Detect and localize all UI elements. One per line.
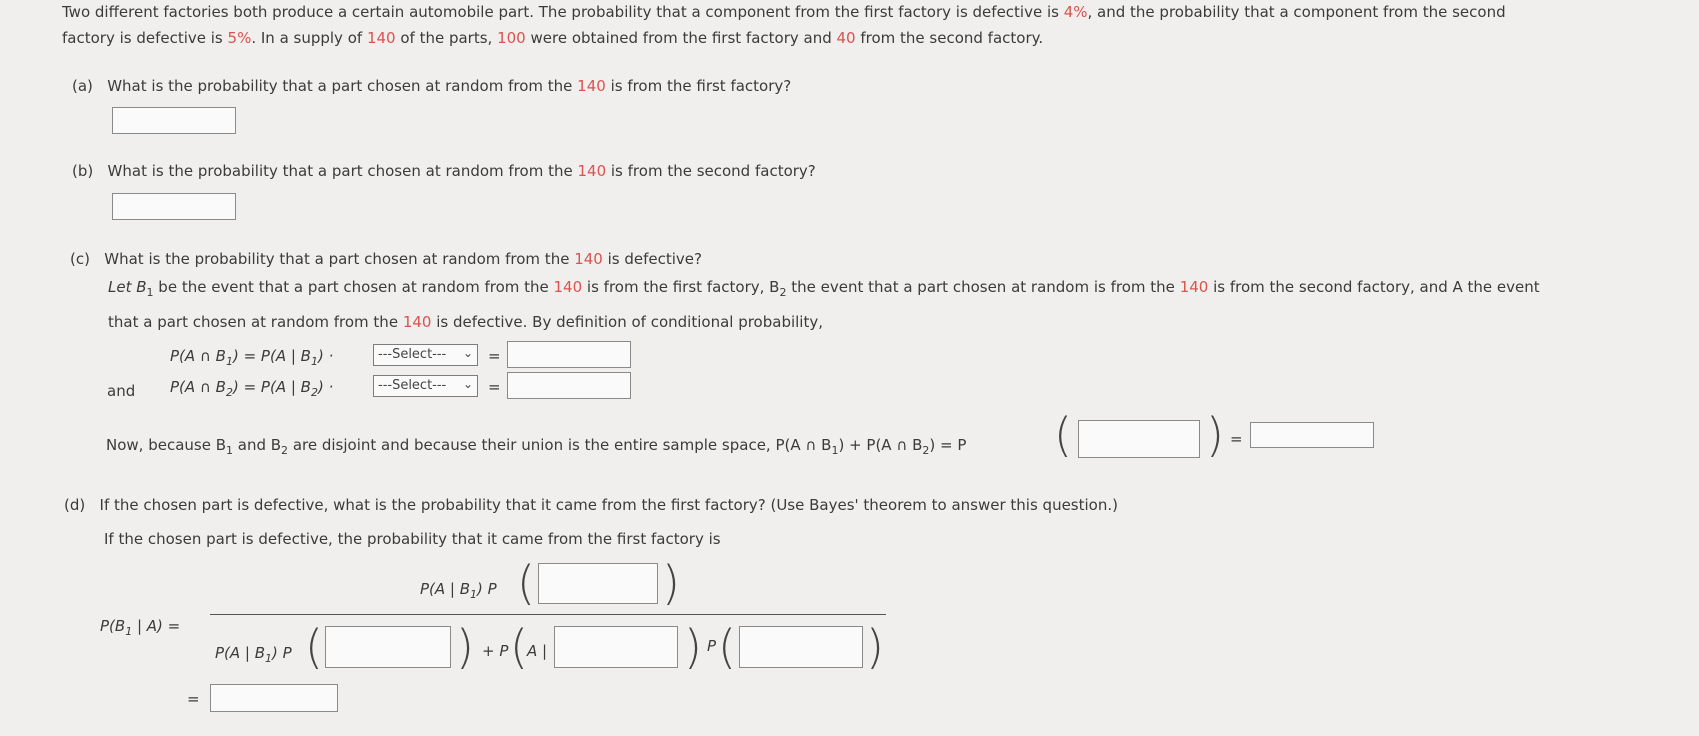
subscript: 2 — [225, 386, 233, 399]
text: ) = P(A | B — [232, 347, 311, 365]
value: 140 — [574, 250, 603, 268]
text: is from the second factory? — [606, 162, 816, 180]
c-eq1-expression — [170, 347, 333, 368]
left-paren: ( — [510, 620, 528, 674]
text: factory is defective is — [62, 29, 228, 47]
d-denominator-text — [215, 644, 292, 665]
value: 100 — [497, 29, 526, 47]
part-label: (c) — [70, 250, 90, 268]
equals-sign: = — [1230, 430, 1243, 448]
subscript: 2 — [922, 444, 930, 457]
value: 140 — [1179, 278, 1209, 296]
d-denominator-input-3[interactable] — [739, 626, 863, 668]
left-paren: ( — [305, 620, 323, 674]
text: ) P — [477, 580, 497, 598]
value: 140 — [577, 77, 606, 95]
d-lhs — [100, 617, 180, 638]
text: is from the second factory, and A the event — [1208, 278, 1540, 296]
subscript: 1 — [226, 444, 233, 457]
text: is defective? — [602, 250, 702, 268]
part-label: (a) — [72, 77, 93, 95]
text: ) = P(A | B — [232, 378, 311, 396]
text: ) + P(A ∩ B — [838, 436, 923, 454]
text: Now, because B — [106, 436, 226, 454]
d-denominator-input-1[interactable] — [325, 626, 451, 668]
right-paren: ) — [456, 620, 474, 674]
right-paren: ) — [866, 620, 884, 674]
left-paren: ( — [1054, 408, 1072, 462]
c-eq1-select[interactable] — [373, 344, 478, 366]
d-statement: If the chosen part is defective, the probability that it came from the first factory is — [104, 530, 721, 548]
text: | A) = — [132, 617, 181, 635]
text: ) · — [317, 347, 334, 365]
right-paren: ) — [662, 556, 680, 610]
question-a — [72, 77, 791, 95]
subscript: 2 — [281, 444, 289, 457]
chevron-down-icon: ⌄ — [462, 377, 473, 391]
c-eq2-expression — [170, 378, 333, 399]
text: , and the probability that a component from the second — [1087, 3, 1506, 21]
value: 140 — [366, 29, 396, 47]
subscript: 1 — [310, 355, 318, 368]
question-d — [64, 496, 1118, 514]
text: . In a supply of — [251, 29, 367, 47]
text: P(A | B — [420, 580, 471, 598]
text: P(A ∩ B — [170, 347, 226, 365]
subscript: 2 — [310, 386, 318, 399]
text: ) = P — [929, 436, 967, 454]
subscript: 1 — [146, 286, 154, 299]
value: 140 — [402, 313, 432, 331]
equals-sign: = — [488, 378, 501, 396]
subscript: 1 — [225, 355, 233, 368]
subscript: 2 — [779, 286, 787, 299]
fraction-bar — [210, 614, 886, 615]
intro-line-1 — [62, 3, 1506, 21]
c-eq1-input[interactable] — [507, 341, 631, 368]
value: 5% — [227, 29, 252, 47]
part-label: (b) — [72, 162, 94, 180]
text: P(B — [100, 617, 126, 635]
subscript: 1 — [831, 444, 839, 457]
d-numerator-input[interactable] — [538, 563, 658, 604]
answer-b-input[interactable] — [112, 193, 236, 220]
answer-a-input[interactable] — [112, 107, 236, 134]
question-c — [70, 250, 702, 268]
text: What is the probability that a part chosen at random from the — [104, 250, 575, 268]
c-eq2-input[interactable] — [507, 372, 631, 399]
text: is from the first factory, B — [582, 278, 780, 296]
c-now-line — [106, 436, 966, 457]
d-final-input[interactable] — [210, 684, 338, 712]
text: Two different factories both produce a certain automobile part. The probability that a component from the first factory is defective is — [62, 3, 1064, 21]
select-value: ---Select--- — [378, 378, 447, 393]
subscript: 1 — [470, 588, 478, 601]
text: and B — [233, 436, 282, 454]
part-label: (d) — [64, 496, 86, 514]
text: of the parts, — [395, 29, 498, 47]
text: If the chosen part is defective, what is the probability that it came from the first factory? (Use Bayes' theorem to answer this question.) — [99, 496, 1118, 514]
text: ) · — [317, 378, 334, 396]
d-numerator-text — [420, 580, 497, 601]
text: is defective. By definition of conditional probability, — [431, 313, 823, 331]
c-let-line-2 — [108, 313, 823, 331]
question-b — [72, 162, 816, 180]
value: 4% — [1063, 3, 1088, 21]
text: that a part chosen at random from the — [108, 313, 403, 331]
equals-sign: = — [187, 690, 200, 708]
chevron-down-icon: ⌄ — [462, 346, 473, 360]
d-plus-p: + P — [482, 642, 509, 660]
subscript: 1 — [265, 652, 273, 665]
right-paren: ) — [684, 620, 702, 674]
and-label: and — [107, 382, 136, 400]
d-a-given: A | — [527, 642, 548, 660]
value: 40 — [836, 29, 856, 47]
d-denominator-input-2[interactable] — [554, 626, 678, 668]
text: P(A ∩ B — [170, 378, 226, 396]
c-let-line-1 — [108, 278, 1540, 299]
text: Let B — [108, 278, 147, 296]
equals-sign: = — [488, 347, 501, 365]
text: were obtained from the first factory and — [525, 29, 837, 47]
c-sum-input[interactable] — [1078, 420, 1200, 458]
text: is from the first factory? — [605, 77, 792, 95]
text: from the second factory. — [855, 29, 1044, 47]
value: 140 — [577, 162, 607, 180]
text: What is the probability that a part chosen at random from the — [107, 162, 578, 180]
left-paren: ( — [718, 620, 736, 674]
text: are disjoint and because their union is the entire sample space, P(A ∩ B — [288, 436, 832, 454]
left-paren: ( — [517, 556, 535, 610]
text: P(A | B — [215, 644, 266, 662]
text: ) P — [272, 644, 292, 662]
right-paren: ) — [1206, 408, 1224, 462]
text: What is the probability that a part chosen at random from the — [107, 77, 578, 95]
text: the event that a part chosen at random is from the — [786, 278, 1180, 296]
value: 140 — [553, 278, 583, 296]
c-total-input[interactable] — [1250, 422, 1374, 448]
intro-line-2 — [62, 29, 1043, 47]
subscript: 1 — [125, 625, 133, 638]
text: be the event that a part chosen at random from the — [153, 278, 554, 296]
select-value: ---Select--- — [378, 347, 447, 362]
c-eq2-select[interactable] — [373, 375, 478, 397]
d-p: P — [707, 637, 717, 655]
